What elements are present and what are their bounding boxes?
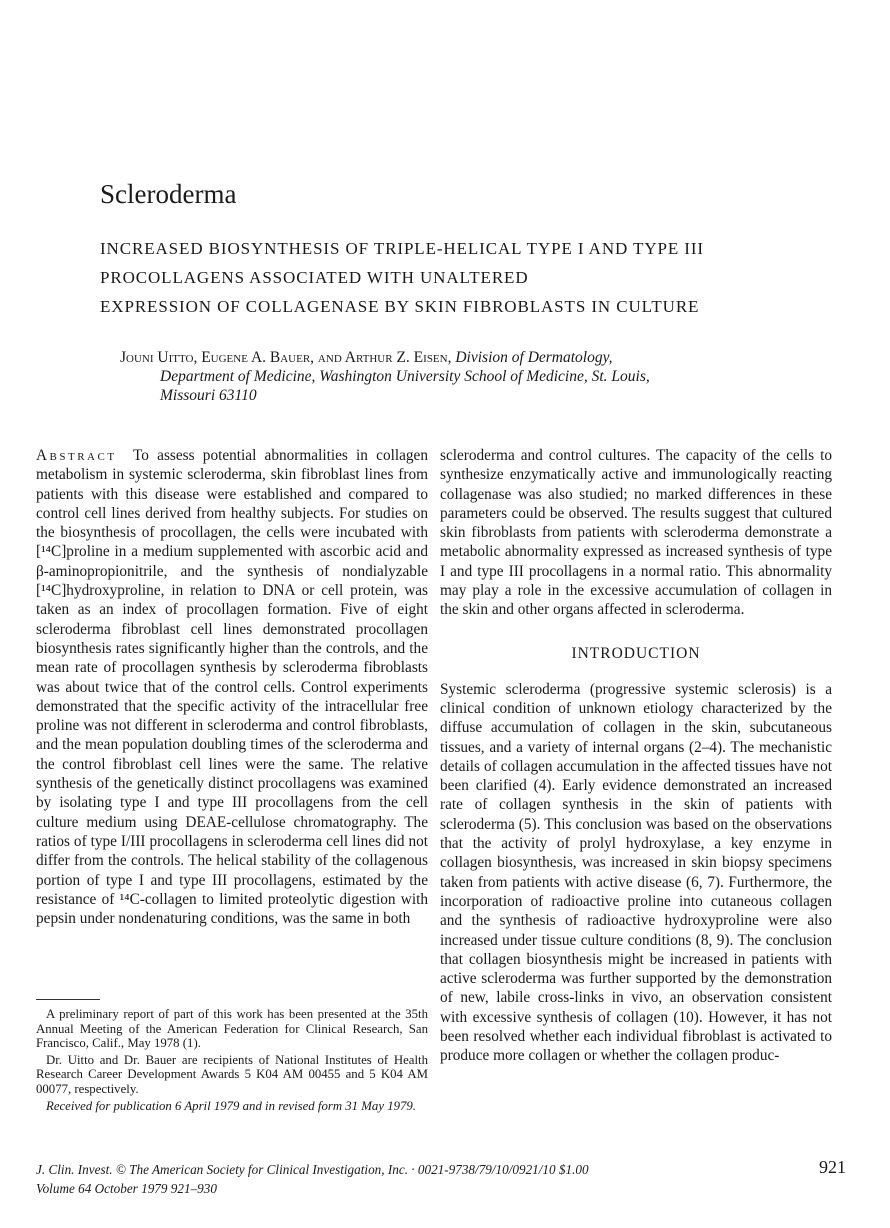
abstract-text-left: To assess potential abnormalities in collagen metabolism in systemic scleroderma, skin fibroblast lines from patients with this disease were established and compared to control cell lines derived from healthy subjects. For studies on the biosynthesis of procollagen, the cells were incubated with [¹⁴C]proline in a medium supplemented with ascorbic acid and β-aminopropionitrile, and the synthesis of nondialyzable [¹⁴C]hydroxyproline, in relation to DNA or cell protein, was taken as an index of procollagen formation. Five of eight scleroderma fibroblast cell lines demonstrated procollagen biosynthesis rates significantly higher than the controls, and the mean rate of procollagen synthesis by scleroderma fibroblasts was about twice that of the control cells. Control experiments demonstrated that the specific activity of the intracellular free proline was not different in scleroderma and control fibroblasts, and the mean population doubling times of the scleroderma and the control fibroblast cell lines were the same. The relative synthesis of the genetically distinct procollagens was examined by isolating type I and type III procollagens from the cell culture medium using DEAE-cellulose chromatography. The ratios of type I/III procollagens in scleroderma cell lines did not differ from the controls. The helical stability of the collagenous portion of type I and type III procollagens, estimated by the resistance of ¹⁴C-collagen to limited proteolytic digestion with pepsin under nondenaturing conditions, was the same in both — [36, 447, 428, 928]
article-title: Scleroderma — [100, 179, 237, 209]
abstract-paragraph — [36, 446, 428, 928]
footer-journal: J. Clin. Invest. © The American Society for Clinical Investigation, Inc. · 0021-9738/79/10/0921/10 $1.00 — [36, 1162, 589, 1177]
affiliation-location: Missouri 63110 — [160, 387, 257, 404]
left-column — [36, 446, 428, 928]
author-block — [120, 348, 840, 405]
article-subtitle — [100, 234, 840, 321]
author-names: Jouni Uitto, Eugene A. Bauer, and Arthur Z. Eisen, — [120, 349, 452, 366]
abstract-label: Abstract — [36, 447, 117, 464]
introduction-text: Systemic scleroderma (progressive systemic sclerosis) is a clinical condition of unknown etiology characterized by the diffuse accumulation of collagen in the skin, subcutaneous tissues, and a variety of internal organs (2–4). The mechanistic details of collagen accumulation in the affected tissues have not been clarified (4). Early evidence demonstrated an increased rate of collagen synthesis in the skin of patients with scleroderma (5). This conclusion was based on the observations that the activity of prolyl hydroxylase, a key enzyme in collagen biosynthesis, was increased in skin biopsy specimens taken from patients with active disease (6, 7). Furthermore, the incorporation of radioactive proline into cutaneous collagen and the synthesis of radioactive hydroxyproline were also increased under tissue culture conditions (8, 9). The conclusion that collagen biosynthesis might be increased in patients with active scleroderma was further supported by the demonstration of new, labile cross-links in vivo, an observation consistent with excessive synthesis of collagen (10). However, it has not been resolved whether each individual fibroblast is activated to produce more collagen or whether the collagen produc- — [440, 680, 832, 1065]
subtitle-line: PROCOLLAGENS ASSOCIATED WITH UNALTERED — [100, 268, 529, 287]
page-footer — [36, 1157, 846, 1198]
subtitle-line: EXPRESSION OF COLLAGENASE BY SKIN FIBROBLASTS IN CULTURE — [100, 297, 700, 316]
introduction-heading: INTRODUCTION — [571, 644, 701, 662]
footer-volume: Volume 64 October 1979 921–930 — [36, 1181, 217, 1196]
footer-journal-row — [36, 1157, 846, 1179]
affiliation-department: Department of Medicine, Washington University School of Medicine, St. Louis, — [160, 368, 650, 385]
footnote-rule — [36, 999, 100, 1000]
footnote-preliminary: A preliminary report of part of this work has been presented at the 35th Annual Meeting of the American Federation for Clinical Research, San Francisco, Calif., May 1978 (1). — [36, 1007, 428, 1051]
subtitle-line: INCREASED BIOSYNTHESIS OF TRIPLE-HELICAL TYPE I AND TYPE III — [100, 239, 704, 258]
footnotes — [36, 1007, 428, 1115]
affiliation-division: Division of Dermatology, — [455, 349, 613, 366]
abstract-text-right: scleroderma and control cultures. The capacity of the cells to synthesize enzymatically active and immunologically reacting collagenase was also studied; no marked differences in these parameters could be observed. The results suggest that cultured skin fibroblasts from patients with scleroderma demonstrate a metabolic abnormality expressed as increased synthesis of type I and type III procollagens in a normal ratio. This abnormality may play a role in the excessive accumulation of collagen in the skin and other organs affected in scleroderma. — [440, 447, 832, 619]
footnote-awards: Dr. Uitto and Dr. Bauer are recipients of National Institutes of Health Research Career Development Awards 5 K04 AM 00455 and 5 K04 AM 00077, respectively. — [36, 1052, 428, 1096]
footnote-received: Received for publication 6 April 1979 and in revised form 31 May 1979. — [46, 1098, 416, 1113]
right-column — [440, 446, 832, 1066]
page-number: 921 — [819, 1157, 846, 1177]
author-line — [120, 348, 840, 367]
